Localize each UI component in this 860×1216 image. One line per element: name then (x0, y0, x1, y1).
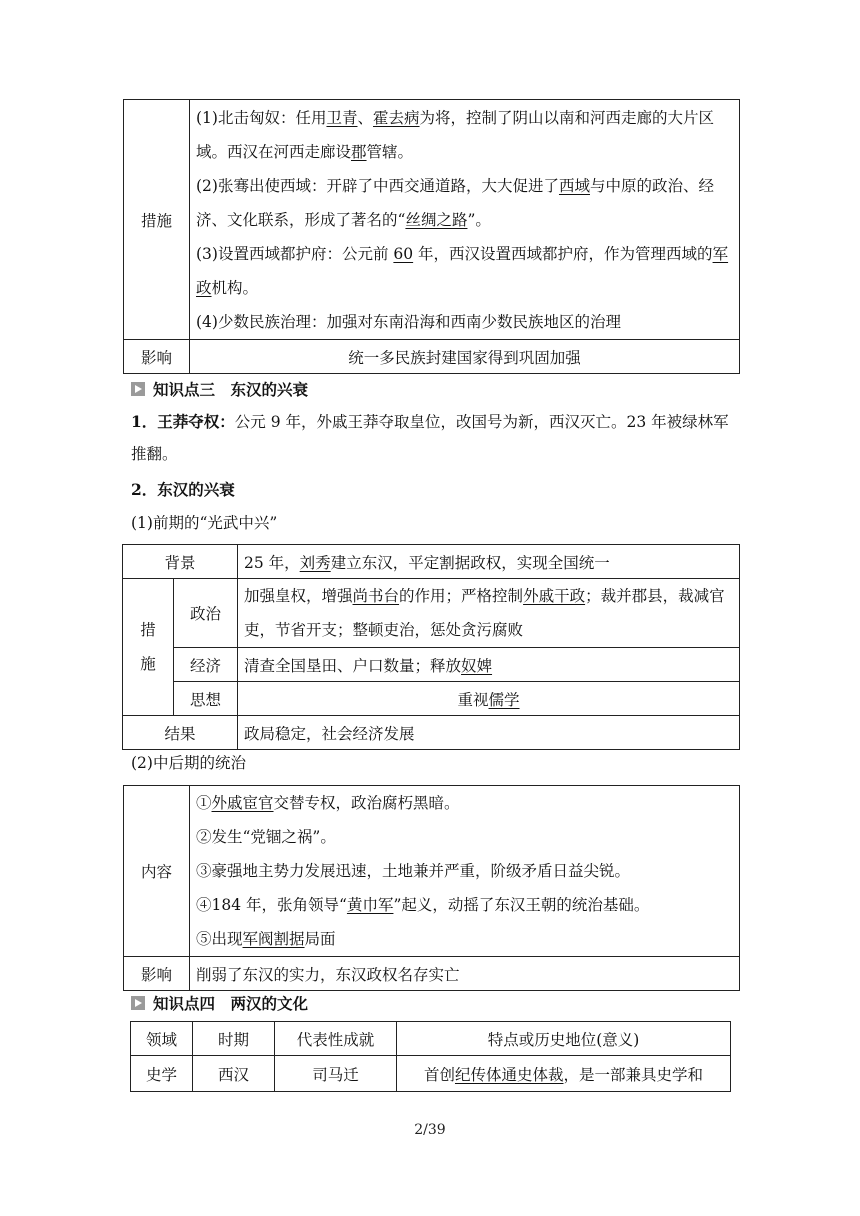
header-significance: 特点或历史地位(意义) (397, 1022, 731, 1056)
measure-4: (4)少数民族治理：加强对东南沿海和西南少数民族地区的治理 (196, 312, 621, 331)
subheading-2: (2)中后期的统治 (131, 754, 246, 772)
background-label: 背景 (123, 545, 238, 579)
section3-heading (131, 378, 308, 400)
background-value: 25 年，刘秀建立东汉，平定割据政权，实现全国统一 (238, 545, 740, 579)
economy-label: 经济 (174, 648, 238, 682)
late-item-1: ①外戚宦官交替专权，政治腐朽黑暗。 (196, 794, 460, 812)
cell-achievement: 司马迁 (275, 1056, 397, 1092)
section4-heading (131, 992, 308, 1014)
measures-label-2: 措 施 (123, 579, 174, 716)
header-field: 领域 (131, 1022, 193, 1056)
late-item-3: ③豪强地主势力发展迅速，土地兼并严重，阶级矛盾日益尖锐。 (196, 862, 631, 880)
triangle-bullet-icon (131, 996, 145, 1010)
thought-value: 重视儒学 (238, 682, 740, 716)
subheading-1: (1)前期的“光武中兴” (131, 514, 278, 532)
header-achievement: 代表性成就 (275, 1022, 397, 1056)
measures-label: 措施 (124, 100, 190, 340)
result-label: 结果 (123, 716, 238, 750)
measure-2: (2)张骞出使西域：开辟了中西交通道路，大大促进了西域与中原的政治、经济、文化联系，形成了著名的“丝绸之路”。 (196, 176, 714, 229)
late-impact-value: 削弱了东汉的实力，东汉政权名存实亡 (190, 957, 740, 991)
content-cell (190, 786, 740, 957)
politics-label: 政治 (174, 579, 238, 648)
economy-value: 清查全国垦田、户口数量；释放奴婢 (238, 648, 740, 682)
impact-label: 影响 (124, 340, 190, 374)
late-han-table (123, 785, 740, 991)
item1-paragraph: 1．王莽夺权：公元 9 年，外戚王莽夺取皇位，改国号为新，西汉灭亡。23 年被绿林军推翻。 (131, 412, 729, 463)
triangle-bullet-icon (131, 382, 145, 396)
content-label: 内容 (124, 786, 190, 957)
impact-value: 统一多民族封建国家得到巩固加强 (190, 340, 740, 374)
cell-significance: 首创纪传体通史体裁，是一部兼具史学和 (397, 1056, 731, 1092)
politics-value: 加强皇权，增强尚书台的作用；严格控制外戚干政；裁并郡县，裁减官吏，节省开支；整顿吏治，惩处贪污腐败 (238, 579, 740, 648)
han-measures-table (123, 99, 740, 374)
measures-cell (190, 100, 740, 340)
culture-table (130, 1021, 731, 1092)
section4-title: 知识点四 两汉的文化 (153, 994, 309, 1013)
measure-1: (1)北击匈奴：任用卫青、霍去病为将，控制了阴山以南和河西走廊的大片区域。西汉在河西走廊设郡管辖。 (196, 108, 715, 161)
late-impact-label: 影响 (124, 957, 190, 991)
late-item-5: ⑤出现军阀割据局面 (196, 930, 336, 948)
page-number: 2/39 (414, 1122, 446, 1138)
thought-label: 思想 (174, 682, 238, 716)
late-item-2: ②发生“党锢之祸”。 (196, 828, 336, 846)
late-item-4: ④184 年，张角领导“黄巾军”起义，动摇了东汉王朝的统治基础。 (196, 896, 650, 914)
section3-title: 知识点三 东汉的兴衰 (153, 380, 309, 399)
guangwu-table (122, 544, 740, 750)
measure-3: (3)设置西域都护府：公元前 60 年，西汉设置西域都护府，作为管理西域的军政机构。 (196, 244, 729, 297)
result-value: 政局稳定，社会经济发展 (238, 716, 740, 750)
item2-heading: 2．东汉的兴衰 (131, 480, 235, 499)
header-period: 时期 (193, 1022, 275, 1056)
cell-field: 史学 (131, 1056, 193, 1092)
cell-period: 西汉 (193, 1056, 275, 1092)
